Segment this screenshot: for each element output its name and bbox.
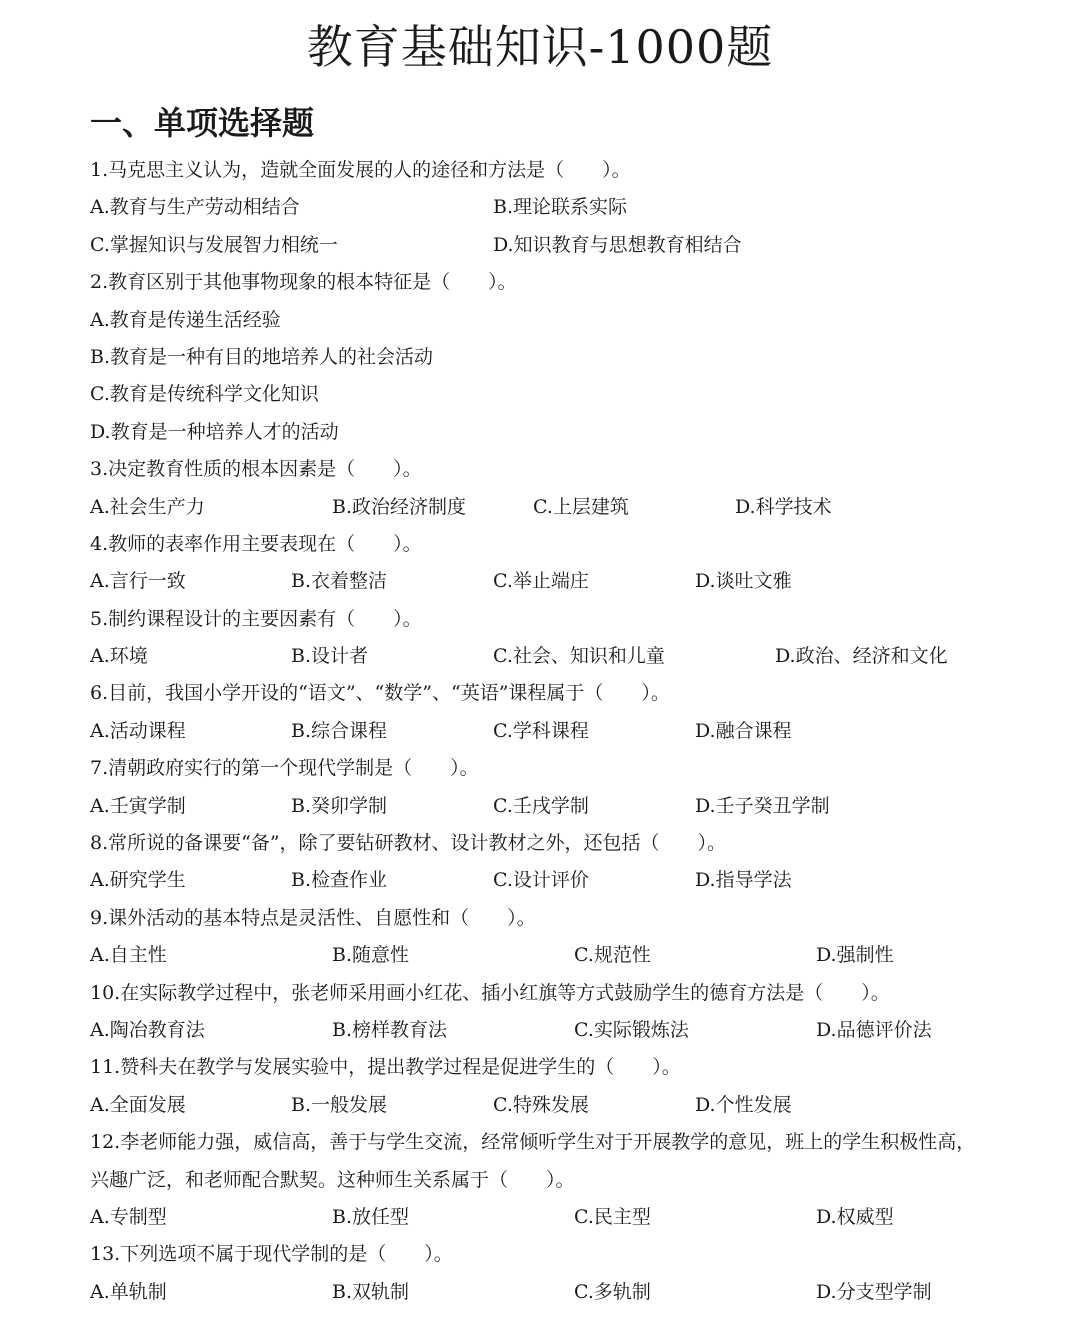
question-stem: 7.清朝政府实行的第一个现代学制是（ ）。 [90,757,479,780]
option-row [90,788,1050,825]
option-row [90,713,1050,750]
question-stem: 12.李老师能力强，威信高，善于与学生交流，经常倾听学生对于开展教学的意见，班上的学生积极性高， [90,1131,976,1154]
option-a: A.活动课程 [90,719,186,742]
document-title: 教育基础知识-1000题 [306,20,774,74]
option-d: D.政治、经济和文化 [775,645,948,668]
option-c: C.社会、知识和儿童 [493,645,665,668]
option-a: A.环境 [90,645,148,668]
option-b: B.综合课程 [291,719,388,742]
question-stem: 5.制约课程设计的主要因素有（ ）。 [90,607,422,630]
question-stem: 4.教师的表率作用主要表现在（ ）。 [90,532,422,555]
option-row [90,189,1050,226]
option-a: A.单轨制 [90,1280,167,1303]
option-b: B.理论联系实际 [493,196,628,219]
option-b: B.设计者 [291,645,369,668]
option-c: C.设计评价 [493,869,589,892]
option-b: B.衣着整洁 [291,570,388,593]
option-row [90,227,1050,264]
option-d: D.指导学法 [695,869,792,892]
option-d: D.个性发展 [695,1093,792,1116]
option-d: D.科学技术 [735,495,832,518]
option-b: B.教育是一种有目的地培养人的社会活动 [90,345,434,368]
question-stem: 2.教育区别于其他事物现象的根本特征是（ ）。 [90,271,517,294]
question-stem: 3.决定教育性质的根本因素是（ ）。 [90,458,422,481]
option-b: B.癸卯学制 [291,794,388,817]
option-c: C.举止端庄 [493,570,589,593]
option-row [90,1087,1050,1124]
question-stem: 8.常所说的备课要“备”，除了要钻研教材、设计教材之外，还包括（ ）。 [90,832,727,855]
option-row [90,937,1050,974]
option-a: A.陶冶教育法 [90,1018,205,1041]
option-d: D.品德评价法 [816,1018,932,1041]
option-row [90,862,1050,899]
option-d: D.权威型 [816,1205,894,1228]
question-stem: 9.课外活动的基本特点是灵活性、自愿性和（ ）。 [90,906,536,929]
option-row [90,638,1050,675]
option-c: C.多轨制 [574,1280,651,1303]
section-heading: 一、单项选择题 [90,104,315,142]
option-b: B.双轨制 [332,1280,410,1303]
option-a: A.研究学生 [90,869,186,892]
option-d: D.谈吐文雅 [695,570,792,593]
option-c: C.实际锻炼法 [574,1018,689,1041]
option-c: C.教育是传统科学文化知识 [90,383,319,406]
question-stem-continued: 兴趣广泛，和老师配合默契。这种师生关系属于（ ）。 [90,1168,575,1191]
option-b: B.政治经济制度 [332,495,467,518]
option-c: C.掌握知识与发展智力相统一 [90,233,338,256]
question-stem: 1.马克思主义认为，造就全面发展的人的途径和方法是（ ）。 [90,159,631,181]
option-d: D.强制性 [816,944,894,967]
option-c: C.规范性 [574,944,651,967]
option-a: A.全面发展 [90,1093,186,1116]
option-a: A.言行一致 [90,570,186,593]
question-stem: 13.下列选项不属于现代学制的是（ ）。 [90,1243,453,1266]
option-row [90,563,1050,600]
option-b: B.随意性 [332,944,410,967]
option-c: C.壬戌学制 [493,794,589,817]
option-c: C.上层建筑 [533,495,629,518]
question-stem: 10.在实际教学过程中，张老师采用画小红花、插小红旗等方式鼓励学生的德育方法是（ ）。 [90,981,890,1004]
option-d: D.分支型学制 [816,1280,932,1303]
option-b: B.放任型 [332,1205,410,1228]
option-c: C.学科课程 [493,719,589,742]
question-list [90,152,1050,1311]
option-b: B.一般发展 [291,1093,388,1116]
option-d: D.壬子癸丑学制 [695,794,830,817]
option-row [90,1199,1050,1236]
option-d: D.教育是一种培养人才的活动 [90,420,339,443]
option-a: A.壬寅学制 [90,794,186,817]
option-row [90,1012,1050,1049]
option-a: A.社会生产力 [90,495,205,518]
option-b: B.榜样教育法 [332,1018,448,1041]
option-a: A.教育是传递生活经验 [90,308,281,331]
question-stem: 6.目前，我国小学开设的“语文”、“数学”、“英语”课程属于（ ）。 [90,682,670,705]
option-d: D.知识教育与思想教育相结合 [493,233,742,256]
option-row [90,1274,1050,1311]
option-c: C.特殊发展 [493,1093,589,1116]
option-a: A.专制型 [90,1205,167,1228]
option-c: C.民主型 [574,1205,651,1228]
question-stem: 11.赞科夫在教学与发展实验中，提出教学过程是促进学生的（ ）。 [90,1056,681,1079]
option-a: A.自主性 [90,944,167,967]
option-b: B.检查作业 [291,869,388,892]
option-d: D.融合课程 [695,719,792,742]
option-a: A.教育与生产劳动相结合 [90,196,300,219]
option-row [90,489,1050,526]
